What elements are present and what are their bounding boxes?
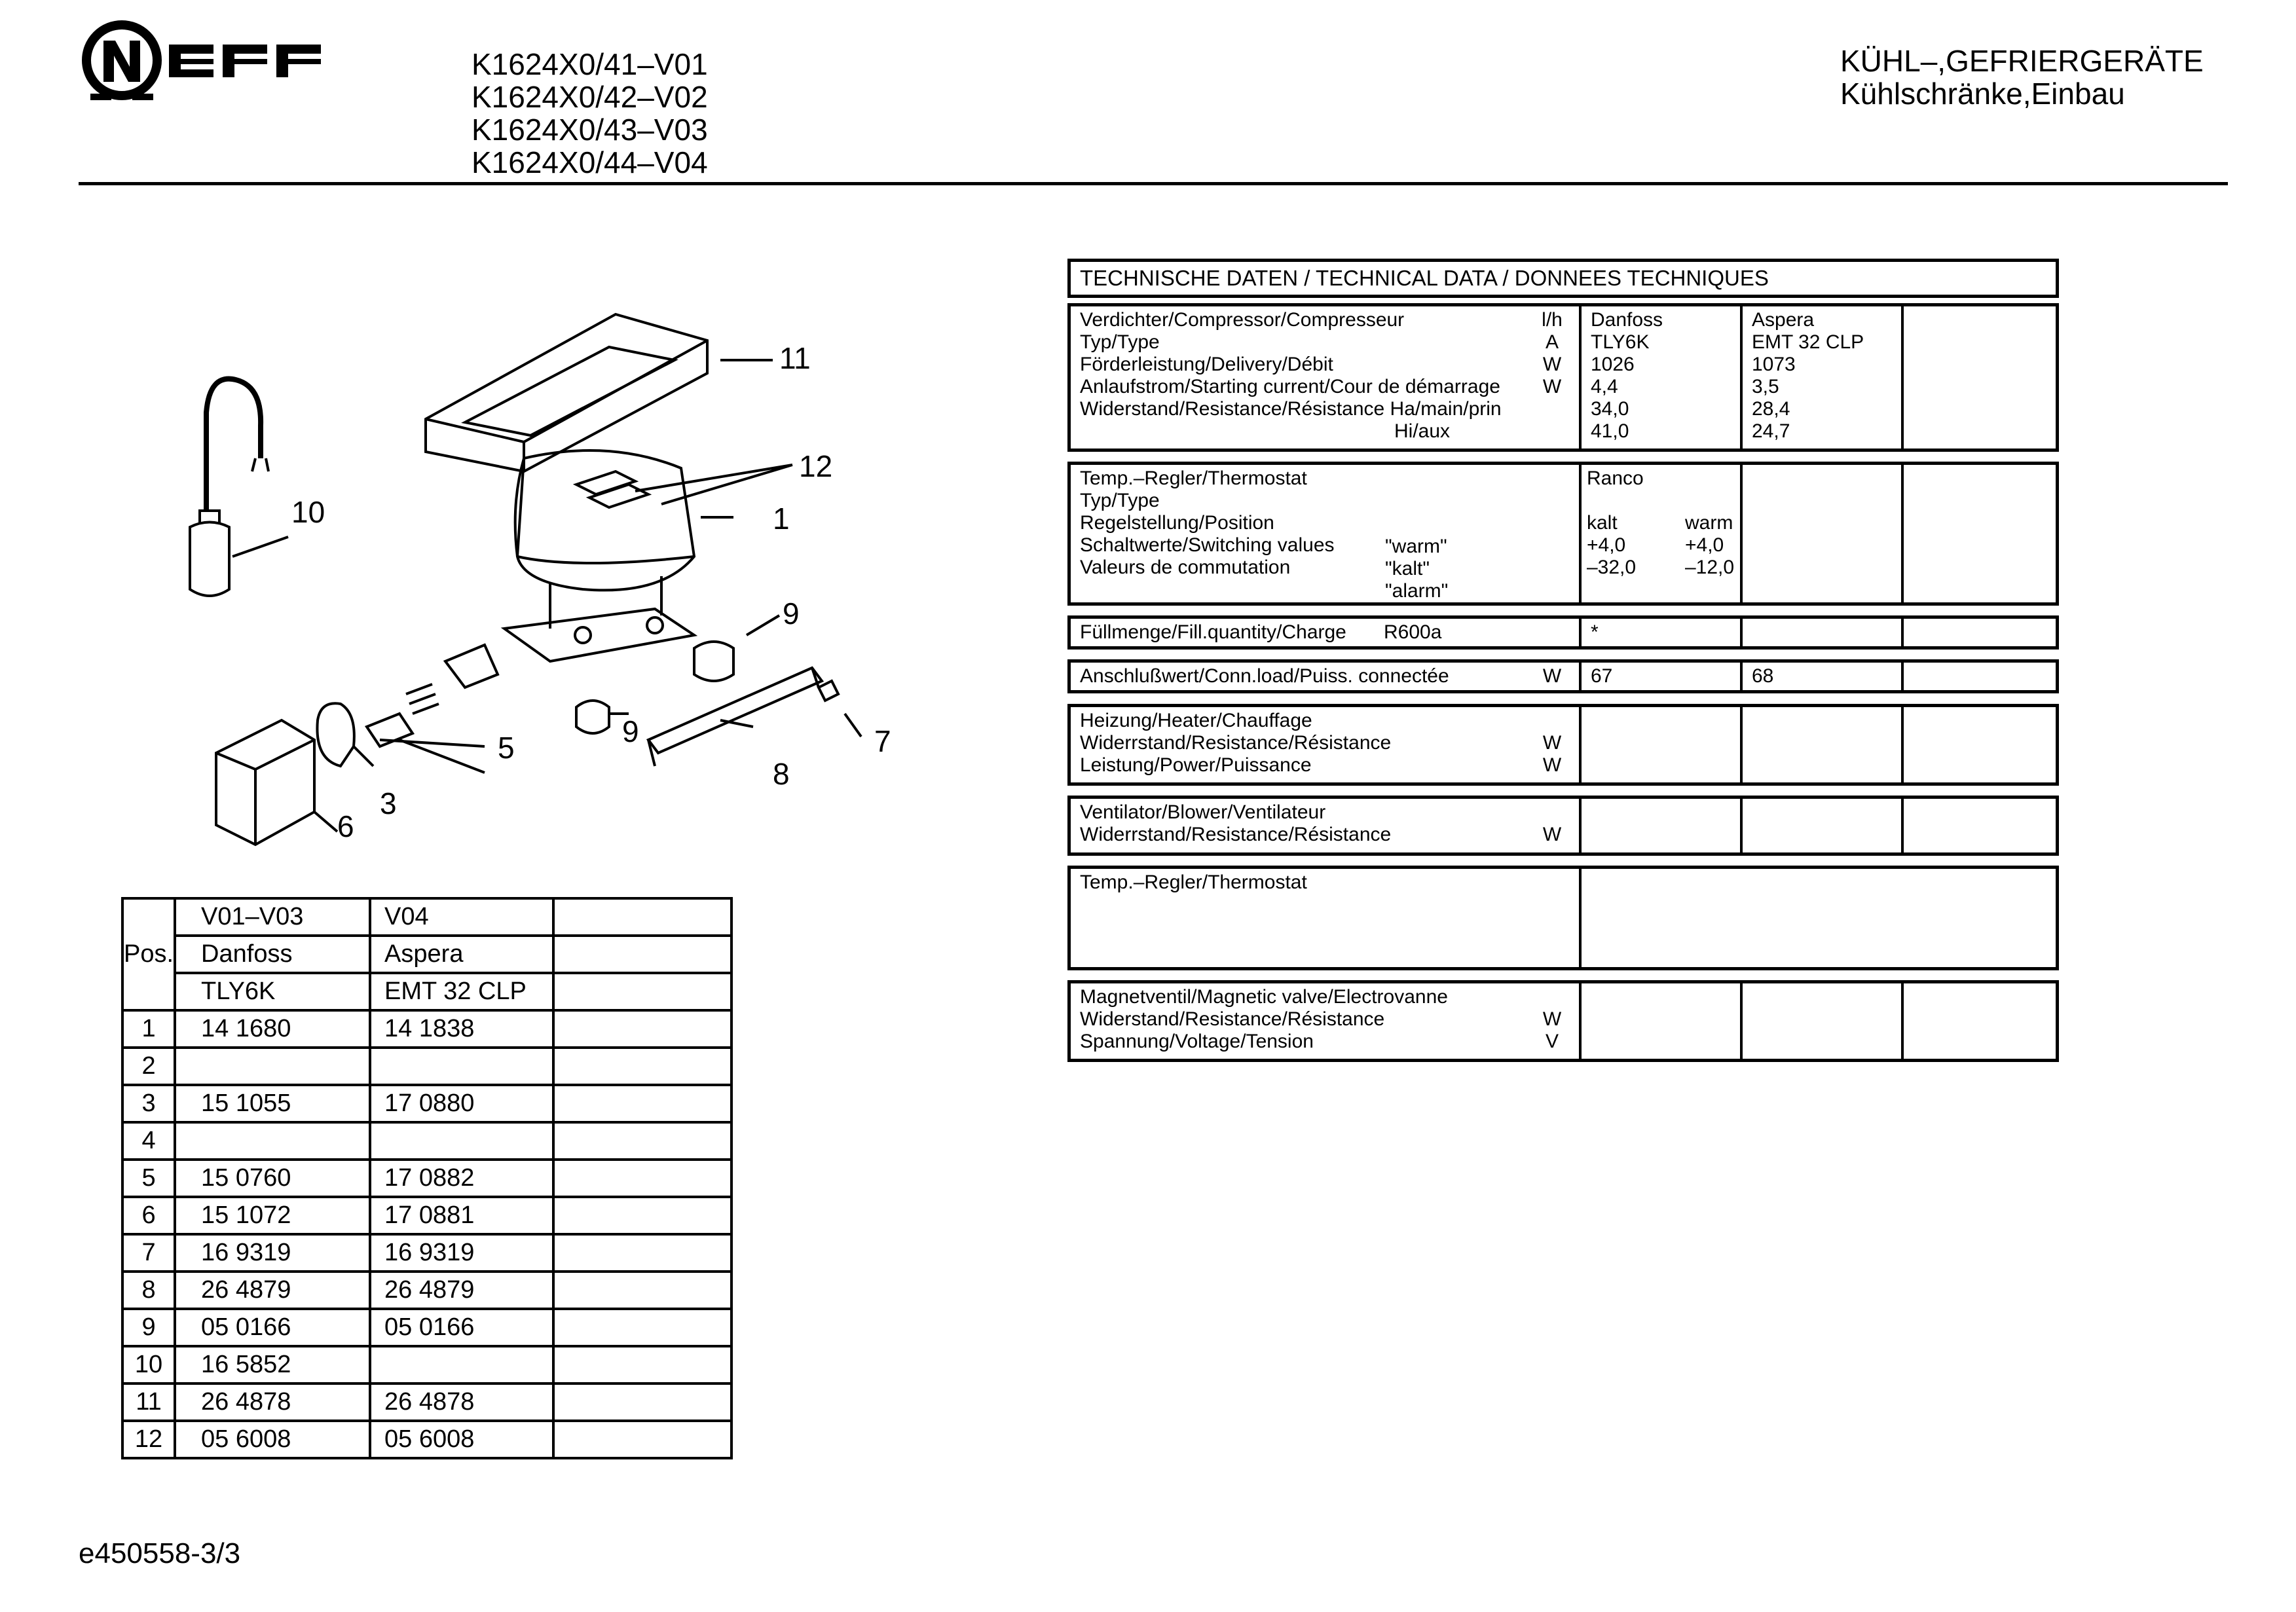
label-line: Regelstellung/Position <box>1080 512 1274 534</box>
compressor-col-2 <box>1743 306 1904 449</box>
value-line: 4,4 <box>1591 376 1618 397</box>
label-line: Verdichter/Compressor/Compresseur <box>1080 309 1405 331</box>
pos-cell: 6 <box>122 1197 175 1234</box>
fill-col-1: * <box>1582 619 1743 646</box>
grommet-part <box>576 701 609 733</box>
head-cell: TLY6K <box>175 973 370 1010</box>
conn-col-2: 68 <box>1743 663 1904 690</box>
part-number-cell: 15 1072 <box>175 1197 370 1234</box>
pos-cell: 10 <box>122 1346 175 1383</box>
pos-cell: 8 <box>122 1272 175 1309</box>
part-number-cell: 17 0881 <box>370 1197 553 1234</box>
pos-cell: 2 <box>122 1048 175 1085</box>
value-cell: –12,0 <box>1685 557 1735 578</box>
neff-logo <box>77 20 352 118</box>
pos-header: Pos. <box>122 898 175 1010</box>
part-number-cell: 26 4879 <box>370 1272 553 1309</box>
head-cell: Aspera <box>370 936 553 973</box>
thermostat-col-1 <box>1582 465 1743 602</box>
callout-6: 6 <box>337 809 354 843</box>
empty-cell <box>553 1234 731 1272</box>
empty-cell <box>553 1010 731 1048</box>
empty-cell <box>553 1383 731 1421</box>
empty-cell <box>553 1309 731 1346</box>
exploded-parts-drawing <box>157 295 943 864</box>
blower-units <box>1529 799 1575 846</box>
parts-table <box>121 897 733 1459</box>
label-line: Förderleistung/Delivery/Débit <box>1080 354 1333 375</box>
part-number-cell <box>175 1048 370 1085</box>
fill-refrigerant: R600a <box>1384 621 1442 643</box>
valve-labels <box>1071 983 1582 1059</box>
thermostat-labels <box>1071 465 1582 602</box>
callout-10: 10 <box>291 495 325 529</box>
table-row <box>122 936 731 973</box>
part-number-cell: 15 0760 <box>175 1160 370 1197</box>
part-number-cell: 05 0166 <box>370 1309 553 1346</box>
part-number-cell: 14 1680 <box>175 1010 370 1048</box>
label-line: Temp.–Regler/Thermostat <box>1080 871 1307 893</box>
compressor-units <box>1529 306 1575 398</box>
callout-7: 7 <box>874 724 891 758</box>
value-line: 41,0 <box>1591 420 1629 442</box>
part-number-cell: 16 5852 <box>175 1346 370 1383</box>
unit-line: W <box>1542 824 1562 845</box>
drip-tray-part <box>426 314 707 471</box>
part-number-cell: 05 0166 <box>175 1309 370 1346</box>
table-row <box>122 973 731 1010</box>
callout-8: 8 <box>773 757 790 791</box>
part-number-cell: 14 1838 <box>370 1010 553 1048</box>
tech-title: TECHNISCHE DATEN / TECHNICAL DATA / DONNEES TECHNIQUES <box>1080 266 1769 290</box>
unit-line: V <box>1545 1031 1559 1052</box>
capacitor-part <box>190 522 229 596</box>
blower-labels <box>1071 799 1582 852</box>
label-line: Ventilator/Blower/Ventilateur <box>1080 801 1326 823</box>
empty-cell <box>553 1048 731 1085</box>
label-line: Widerstand/Resistance/Résistance Ha/main/prin <box>1080 398 1502 420</box>
unit-line: W <box>1542 1008 1562 1030</box>
unit-line: l/h <box>1542 309 1563 331</box>
category-subtitle: Kühlschränke,Einbau <box>1840 77 2125 111</box>
heater-col-1 <box>1582 707 1743 782</box>
table-row <box>122 1122 731 1160</box>
unit-line: W <box>1542 754 1562 776</box>
valve-col-3 <box>1904 983 2056 1059</box>
thermostat2-block <box>1067 866 2059 970</box>
pos-cell: 1 <box>122 1010 175 1048</box>
conn-unit: W <box>1542 665 1562 687</box>
fill-label-cell <box>1071 619 1582 646</box>
value-cell: –32,0 <box>1587 557 1637 578</box>
pos-cell: 12 <box>122 1421 175 1458</box>
pos-cell: 9 <box>122 1309 175 1346</box>
callout-5: 5 <box>498 731 515 765</box>
table-row <box>122 1197 731 1234</box>
label-line: Heizung/Heater/Chauffage <box>1080 710 1312 731</box>
part-number-cell <box>370 1346 553 1383</box>
pos-cell: 3 <box>122 1085 175 1122</box>
category-title: KÜHL–,GEFRIERGERÄTE <box>1840 44 2204 78</box>
value-line: Ranco <box>1587 467 1644 489</box>
model-number-1: K1624X0/41–V01 <box>472 47 708 81</box>
empty-cell <box>553 1122 731 1160</box>
model-number-3: K1624X0/43–V03 <box>472 113 708 147</box>
fill-label: Füllmenge/Fill.quantity/Charge <box>1080 621 1346 643</box>
part-number-cell: 26 4879 <box>175 1272 370 1309</box>
value-line: Danfoss <box>1591 309 1663 331</box>
blower-col-1 <box>1582 799 1743 852</box>
value-line: 3,5 <box>1752 376 1779 397</box>
fill-col-3 <box>1904 619 2056 646</box>
unit-line: W <box>1542 354 1562 375</box>
label-line: Hi/aux <box>1394 420 1451 442</box>
empty-cell <box>553 898 731 936</box>
value-kalt-head: kalt <box>1587 512 1618 534</box>
conn-load-block <box>1067 659 2059 693</box>
heater-labels <box>1071 707 1582 782</box>
label-line: Spannung/Voltage/Tension <box>1080 1031 1314 1052</box>
state-line: "alarm" <box>1385 580 1449 602</box>
label-line: Schaltwerte/Switching values <box>1080 534 1335 556</box>
valve-col-1 <box>1582 983 1743 1059</box>
table-row <box>122 1309 731 1346</box>
grommet-part <box>694 642 733 681</box>
valve-col-2 <box>1743 983 1904 1059</box>
valve-block <box>1067 980 2059 1062</box>
pos-cell: 7 <box>122 1234 175 1272</box>
part-number-cell: 26 4878 <box>370 1383 553 1421</box>
conn-label: Anschlußwert/Conn.load/Puiss. connectée <box>1080 665 1449 687</box>
part-number-cell: 26 4878 <box>175 1383 370 1421</box>
table-row <box>122 1048 731 1085</box>
compressor-col-3 <box>1904 306 2056 449</box>
empty-cell <box>553 1160 731 1197</box>
empty-cell <box>553 973 731 1010</box>
empty-cell <box>553 1272 731 1309</box>
label-line: Magnetventil/Magnetic valve/Electrovanne <box>1080 986 1448 1008</box>
thermostat2-label-cell <box>1071 869 1582 967</box>
heater-block <box>1067 704 2059 786</box>
model-number-2: K1624X0/42–V02 <box>472 80 708 114</box>
empty-cell <box>553 936 731 973</box>
part-number-cell: 05 6008 <box>175 1421 370 1458</box>
heater-units <box>1529 707 1575 777</box>
heater-col-3 <box>1904 707 2056 782</box>
parts-rows <box>122 1010 731 1458</box>
empty-cell <box>553 1197 731 1234</box>
head-cell: V01–V03 <box>175 898 370 936</box>
callout-1: 1 <box>773 502 790 536</box>
head-cell: V04 <box>370 898 553 936</box>
table-row <box>122 898 731 936</box>
callout-3: 3 <box>380 786 397 820</box>
thermostat-block <box>1067 462 2059 606</box>
state-line: "warm" <box>1385 536 1447 557</box>
value-cell: +4,0 <box>1587 534 1626 556</box>
header-rule <box>79 182 2228 185</box>
value-cell: +4,0 <box>1685 534 1724 556</box>
value-line: 1026 <box>1591 354 1635 375</box>
part-number-cell: 17 0880 <box>370 1085 553 1122</box>
parts-illustration <box>157 295 943 864</box>
part-number-cell: 16 9319 <box>175 1234 370 1272</box>
value-line: TLY6K <box>1591 331 1650 353</box>
fill-col-2 <box>1743 619 1904 646</box>
blower-block <box>1067 796 2059 856</box>
pos-cell: 5 <box>122 1160 175 1197</box>
callout-9a: 9 <box>783 596 800 631</box>
compressor-part <box>517 450 694 590</box>
table-row <box>122 1010 731 1048</box>
cover-part <box>216 720 314 845</box>
part-number-cell <box>370 1048 553 1085</box>
callout-11: 11 <box>779 341 811 375</box>
part-number-cell: 05 6008 <box>370 1421 553 1458</box>
value-line: 28,4 <box>1752 398 1790 420</box>
unit-line: W <box>1542 732 1562 754</box>
label-line: Valeurs de commutation <box>1080 557 1291 578</box>
thermostat2-values <box>1582 869 2056 967</box>
value-line: Aspera <box>1752 309 1815 331</box>
value-line: EMT 32 CLP <box>1752 331 1864 353</box>
empty-cell <box>553 1346 731 1383</box>
unit-line: W <box>1542 376 1562 397</box>
label-line: Leistung/Power/Puissance <box>1080 754 1312 776</box>
part-number-cell <box>370 1122 553 1160</box>
value-line: 1073 <box>1752 354 1796 375</box>
conn-col-3 <box>1904 663 2056 690</box>
label-line: Anlaufstrom/Starting current/Cour de démarrage <box>1080 376 1500 397</box>
value-warm-head: warm <box>1685 512 1733 534</box>
tech-title-box <box>1067 259 2059 298</box>
thermostat-states <box>1385 536 1448 602</box>
thermostat-col-3 <box>1904 465 2056 602</box>
value-line: 24,7 <box>1752 420 1790 442</box>
table-row <box>122 1272 731 1309</box>
heater-col-2 <box>1743 707 1904 782</box>
mounting-bar-part <box>648 668 822 753</box>
part-number-cell: 15 1055 <box>175 1085 370 1122</box>
unit-line: A <box>1545 331 1559 353</box>
part-number-cell: 16 9319 <box>370 1234 553 1272</box>
conn-label-cell <box>1071 663 1582 690</box>
label-line: Widerstand/Resistance/Résistance <box>1080 1008 1385 1030</box>
pos-cell: 11 <box>122 1383 175 1421</box>
label-line: Widerrstand/Resistance/Résistance <box>1080 824 1392 845</box>
blower-col-2 <box>1743 799 1904 852</box>
pos-cell: 4 <box>122 1122 175 1160</box>
compressor-labels <box>1071 306 1582 449</box>
part-number-cell: 17 0882 <box>370 1160 553 1197</box>
fill-block <box>1067 615 2059 650</box>
empty-cell <box>553 1421 731 1458</box>
label-line: Typ/Type <box>1080 331 1160 353</box>
table-row <box>122 1346 731 1383</box>
valve-units <box>1529 983 1575 1053</box>
footer-document-code: e450558-3/3 <box>79 1537 241 1569</box>
relay-part <box>317 703 354 766</box>
conn-col-1: 67 <box>1582 663 1743 690</box>
head-cell: Danfoss <box>175 936 370 973</box>
table-row <box>122 1234 731 1272</box>
empty-cell <box>553 1085 731 1122</box>
callout-12: 12 <box>799 449 833 483</box>
table-row <box>122 1160 731 1197</box>
table-row <box>122 1421 731 1458</box>
blower-col-3 <box>1904 799 2056 852</box>
table-row <box>122 1085 731 1122</box>
callout-9b: 9 <box>622 714 639 748</box>
table-row <box>122 1383 731 1421</box>
head-cell: EMT 32 CLP <box>370 973 553 1010</box>
state-line: "kalt" <box>1385 558 1430 579</box>
compressor-col-1 <box>1582 306 1743 449</box>
value-line: 34,0 <box>1591 398 1629 420</box>
compressor-block <box>1067 303 2059 452</box>
label-line: Temp.–Regler/Thermostat <box>1080 467 1307 489</box>
label-line: Widerrstand/Resistance/Résistance <box>1080 732 1392 754</box>
model-number-4: K1624X0/44–V04 <box>472 145 708 179</box>
label-line: Typ/Type <box>1080 490 1160 511</box>
part-number-cell <box>175 1122 370 1160</box>
thermostat-col-2 <box>1743 465 1904 602</box>
